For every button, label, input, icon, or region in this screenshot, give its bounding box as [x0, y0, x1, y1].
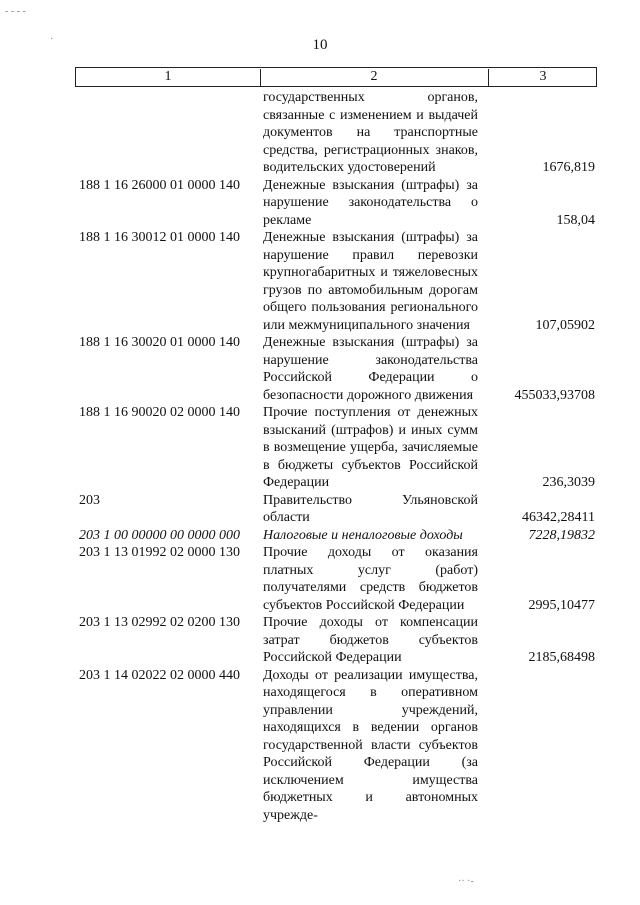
table-row — [79, 229, 595, 334]
row-description: Правительство Ульяновской области — [263, 492, 478, 525]
row-amount: 2185,68498 — [528, 650, 595, 665]
table-row — [79, 177, 595, 230]
scan-mark-bottom: ·· ·‐ — [458, 876, 474, 887]
header-col-3: 3 — [539, 69, 547, 84]
row-description: Прочие доходы от компенсации затрат бюджетов субъектов Российской Федерации — [263, 615, 478, 665]
row-amount: 107,05902 — [535, 317, 595, 333]
revenue-table — [79, 89, 595, 824]
row-code: 188 1 16 90020 02 0000 140 — [79, 405, 240, 420]
row-description: Прочие доходы от оказания платных услуг (работ) получателями средств бюджетов субъектов Российской Федерации — [263, 545, 478, 613]
row-amount: 7228,19832 — [528, 527, 595, 543]
header-col-2: 2 — [260, 69, 489, 87]
row-code: 188 1 16 30012 01 0000 140 — [79, 230, 240, 245]
row-amount: 46342,28411 — [522, 510, 595, 525]
table-row — [79, 614, 595, 667]
row-description: Денежные взыскания (штрафы) за нарушение законодательства Российской Федерации о безопасности дорожного движения — [263, 335, 478, 403]
row-amount: 236,3039 — [542, 475, 595, 490]
header-col-1: 1 — [76, 69, 261, 87]
table-row — [79, 544, 595, 614]
row-description: Доходы от реализации имущества, находящегося в оперативном управлении учреждений, находящихся в ведении органов государственной власти субъектов Российской Федерации (за исключением имущества бюджетных и автономных учрежде- — [263, 667, 478, 823]
row-code: 188 1 16 26000 01 0000 140 — [79, 177, 240, 193]
table-header — [75, 67, 597, 87]
row-code: 203 1 13 02992 02 0200 130 — [79, 615, 240, 630]
row-description: государственных органов, связанные с изменением и выдачей документов на транспортные средства, регистрационных знаков, водительских удостоверений — [263, 90, 478, 175]
row-code: 203 1 13 01992 02 0000 130 — [79, 545, 240, 560]
table-row — [79, 527, 595, 545]
row-code: 203 1 14 02022 02 0000 440 — [79, 667, 240, 683]
row-code: 188 1 16 30020 01 0000 140 — [79, 335, 240, 350]
row-amount: 158,04 — [556, 212, 595, 228]
row-description: Прочие поступления от денежных взысканий (штрафов) и иных сумм в возмещение ущерба, зачисляемые в бюджеты субъектов Российской Федерации — [263, 405, 478, 490]
row-amount: 455033,93708 — [514, 387, 595, 403]
table-row — [79, 404, 595, 492]
table-row — [79, 667, 595, 825]
table-row — [79, 334, 595, 404]
scan-mark-top-left: ‐ ‐ ‐ ‐ — [5, 6, 26, 17]
table-row — [79, 492, 595, 527]
row-amount: 2995,10477 — [528, 597, 595, 613]
row-code: 203 — [79, 492, 100, 508]
row-description: Денежные взыскания (штрафы) за нарушение законодательства о рекламе — [263, 177, 478, 228]
row-description: Денежные взыскания (штрафы) за нарушение правил перевозки крупногабаритных и тяжеловесных грузов по автомобильным дорогам общего пользования регионального или межмуниципального значения — [263, 230, 478, 333]
row-description: Налоговые и неналоговые доходы — [263, 527, 463, 543]
row-amount: 1676,819 — [542, 160, 595, 175]
page-number: 10 — [312, 37, 328, 53]
table-row — [79, 89, 595, 177]
row-code: 203 1 00 00000 00 0000 000 — [79, 527, 240, 543]
scan-mark-left: · — [50, 34, 54, 45]
